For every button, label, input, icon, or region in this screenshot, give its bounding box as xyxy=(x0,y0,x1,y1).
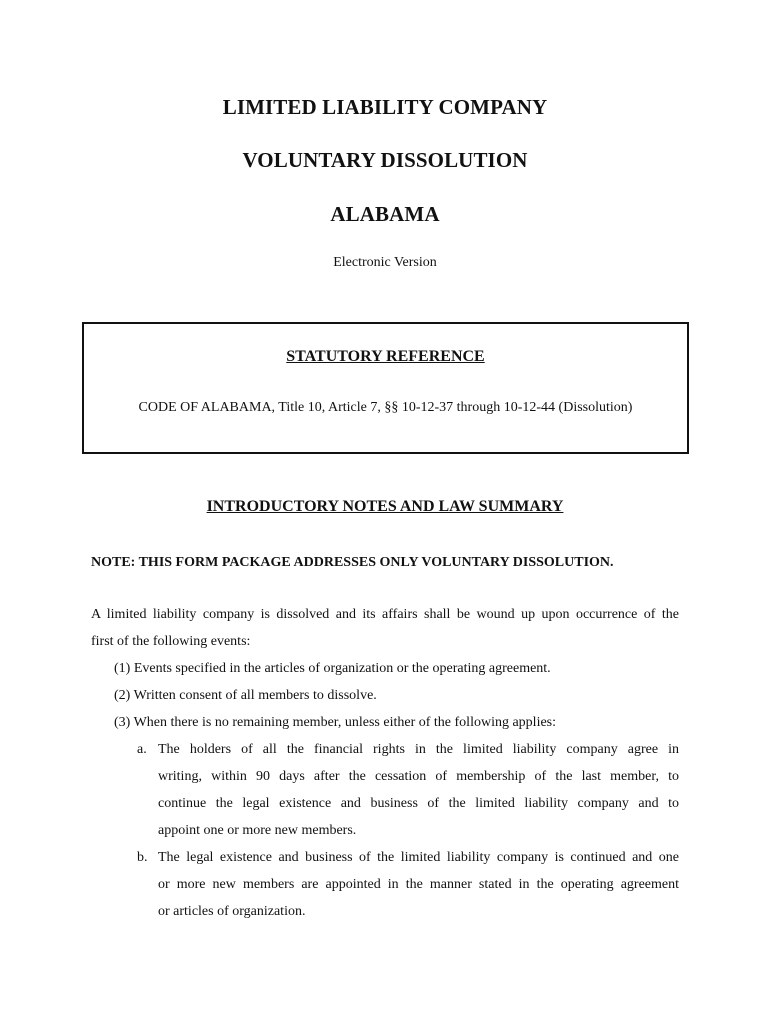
subitem-b-marker: b. xyxy=(137,850,148,865)
list-item-1: (1) Events specified in the articles of organization or the operating agreement. xyxy=(114,661,551,676)
statutory-reference-text: CODE OF ALABAMA, Title 10, Article 7, §§ 10-12-37 through 10-12-44 (Dissolution) xyxy=(138,400,633,415)
statutory-reference-box xyxy=(82,322,689,454)
list-item-3: (3) When there is no remaining member, unless either of the following applies: xyxy=(114,715,557,730)
subitem-a-line-4: appoint one or more new members. xyxy=(158,823,357,838)
subitem-a-line-1: The holders of all the financial rights in the limited liability company agree in xyxy=(158,742,679,757)
subitem-b-line-1: The legal existence and business of the limited liability company is continued and one xyxy=(158,850,679,865)
list-item-2: (2) Written consent of all members to dissolve. xyxy=(114,688,377,703)
title-line-1: LIMITED LIABILITY COMPANY xyxy=(222,95,548,119)
subitem-b-line-3: or articles of organization. xyxy=(158,904,306,919)
paragraph-line-2: first of the following events: xyxy=(91,634,251,649)
subitem-a-line-3: continue the legal existence and business of the limited liability company and to xyxy=(158,796,679,811)
note-text: NOTE: THIS FORM PACKAGE ADDRESSES ONLY VOLUNTARY DISSOLUTION. xyxy=(91,555,614,570)
statutory-reference-heading: STATUTORY REFERENCE xyxy=(286,348,485,365)
subitem-a-line-2: writing, within 90 days after the cessation of membership of the last member, to xyxy=(158,769,679,784)
intro-heading: INTRODUCTORY NOTES AND LAW SUMMARY xyxy=(206,498,564,515)
title-line-2: VOLUNTARY DISSOLUTION xyxy=(242,148,528,172)
paragraph-line-1: A limited liability company is dissolved and its affairs shall be wound up upon occurrence of the xyxy=(91,607,679,622)
subitem-b-line-2: or more new members are appointed in the manner stated in the operating agreement xyxy=(158,877,679,892)
title-line-3: ALABAMA xyxy=(330,202,440,226)
subitem-a-marker: a. xyxy=(137,742,147,757)
version-label: Electronic Version xyxy=(333,255,437,270)
